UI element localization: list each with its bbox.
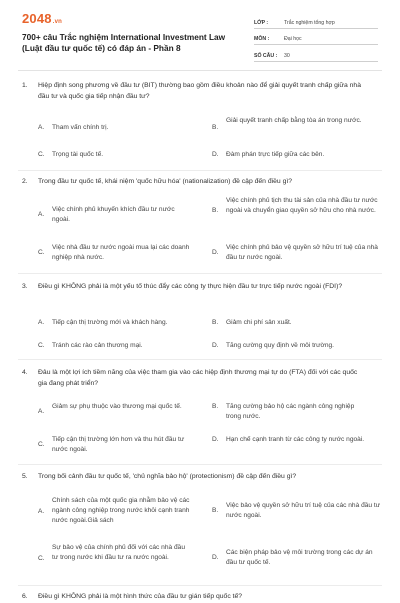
option-letter: D.	[212, 342, 219, 349]
option-letter: A.	[38, 508, 45, 515]
option-text: Các biện pháp bảo vệ môi trường trong các dự án đầu tư quốc tế.	[226, 549, 373, 566]
option-letter: A.	[38, 211, 45, 218]
option-letter: C.	[38, 249, 45, 256]
question-number: 6.	[22, 593, 28, 600]
option-text: Tăng cường bảo hộ các ngành công nghiệp trong nước.	[226, 403, 355, 420]
document-meta	[254, 13, 378, 63]
question-number: 3.	[22, 283, 28, 290]
option-text: Việc bảo vệ quyền sở hữu trí tuệ của các nhà đầu tư nước ngoài.	[226, 502, 381, 519]
meta-class-row	[254, 13, 378, 29]
option-letter: C.	[38, 151, 45, 158]
option-text: Việc chính phủ bảo vệ quyền sở hữu trí tuệ của nhà đầu tư nước ngoài.	[226, 244, 378, 261]
option-text: Tham vấn chính trị.	[52, 124, 109, 131]
meta-count-value: 30	[284, 52, 290, 59]
logo-main: 2048	[22, 11, 52, 26]
question-number: 2.	[22, 178, 28, 185]
option-letter: A.	[38, 124, 45, 131]
meta-subject-value: Đại học	[284, 36, 302, 42]
option-text: Sự bảo vệ của chính phủ đối với các nhà đầu tư trong nước khi đầu tư ra nước ngoài.	[52, 544, 186, 561]
option-text: Tiếp cận thị trường lớn hơn và thu hút đầu tư nước ngoài.	[52, 436, 185, 453]
option-text: Việc nhà đầu tư nước ngoài mua lại các doanh nghiệp nhà nước.	[52, 244, 190, 261]
question-number: 5.	[22, 473, 28, 480]
question-divider	[18, 170, 382, 171]
meta-subject-label: MÔN :	[254, 36, 270, 42]
question-text: Điều gì KHÔNG phải là một yếu tố thúc đẩy các công ty thực hiện đầu tư trực tiếp nước ngoài (FDI)?	[38, 283, 343, 290]
meta-class-label: LỚP :	[254, 19, 269, 26]
question-text: Trong đầu tư quốc tế, khái niệm 'quốc hữu hóa' (nationalization) đề cập đến điều gì?	[38, 178, 293, 185]
option-letter: D.	[212, 436, 219, 443]
option-text: Giải quyết tranh chấp bằng tòa án trong nước.	[226, 117, 362, 124]
question-number: 1.	[22, 82, 28, 89]
option-letter: B.	[212, 124, 219, 131]
option-letter: B.	[212, 507, 219, 514]
meta-count-label: SỐ CÂU :	[254, 52, 278, 59]
option-letter: D.	[212, 554, 219, 561]
option-text: Việc chính phủ tịch thu tài sản của nhà đầu tư nước ngoài và chuyển giao quyền sở hữu cho nhà nước.	[226, 197, 378, 214]
option-letter: B.	[212, 319, 219, 326]
option-text: Tránh các rào cản thương mại.	[52, 342, 143, 349]
question-text: Đâu là một lợi ích tiềm năng của việc tham gia vào các hiệp định thương mại tự do (FTA) đối với các quốc gia đang phát triển?	[38, 369, 358, 387]
option-text: Chính sách của một quốc gia nhằm bảo vệ các ngành công nghiệp trong nước khỏi cạnh tranh nước ngoài.Giả sách	[52, 497, 190, 524]
question-divider	[18, 464, 382, 465]
site-logo[interactable]	[22, 11, 62, 26]
meta-class-value: Trắc nghiệm tổng hợp	[284, 19, 335, 26]
option-letter: B.	[212, 403, 219, 410]
meta-subject-row	[254, 30, 378, 46]
question-text: Trong bối cảnh đầu tư quốc tế, 'chủ nghĩa bảo hộ' (protectionism) đề cập đến điều gì?	[38, 473, 297, 480]
logo-suffix: .vn	[52, 19, 63, 25]
option-letter: A.	[38, 408, 45, 415]
option-letter: A.	[38, 319, 45, 326]
question-divider	[18, 359, 382, 360]
option-text: Trọng tài quốc tế.	[52, 151, 104, 158]
option-letter: C.	[38, 555, 45, 562]
question-text: Điều gì KHÔNG phải là một hình thức của đầu tư gián tiếp quốc tế?	[38, 593, 243, 600]
option-text: Tiếp cận thị trường mới và khách hàng.	[52, 319, 168, 326]
option-letter: D.	[212, 249, 219, 256]
meta-count-row	[254, 46, 378, 62]
option-letter: C.	[38, 342, 45, 349]
option-letter: D.	[212, 151, 219, 158]
question-divider	[18, 273, 382, 274]
option-letter: C.	[38, 441, 45, 448]
option-text: Giảm chi phí sản xuất.	[226, 319, 292, 326]
option-text: Hạn chế cạnh tranh từ các công ty nước ngoài.	[226, 436, 365, 443]
question-divider	[18, 585, 382, 586]
question-text: Hiệp định song phương về đầu tư (BIT) thường bao gồm điều khoản nào để giải quyết tranh chấp giữa nhà đầu tư và quốc gia tiếp nhận đầu tư?	[38, 82, 361, 100]
question-number: 4.	[22, 369, 28, 376]
option-text: Tăng cường quy định về môi trường.	[226, 342, 335, 349]
option-text: Giảm sự phụ thuộc vào thương mại quốc tế.	[52, 403, 182, 410]
option-text: Việc chính phủ khuyến khích đầu tư nước ngoài.	[52, 206, 175, 223]
option-letter: B.	[212, 207, 219, 214]
document-title: 700+ câu Trắc nghiệm International Investment Law (Luật đầu tư quốc tế) có đáp án - Phần 8	[22, 32, 226, 53]
header-divider	[18, 70, 382, 71]
document-header	[0, 0, 400, 64]
option-text: Đàm phán trực tiếp giữa các bên.	[226, 151, 325, 158]
